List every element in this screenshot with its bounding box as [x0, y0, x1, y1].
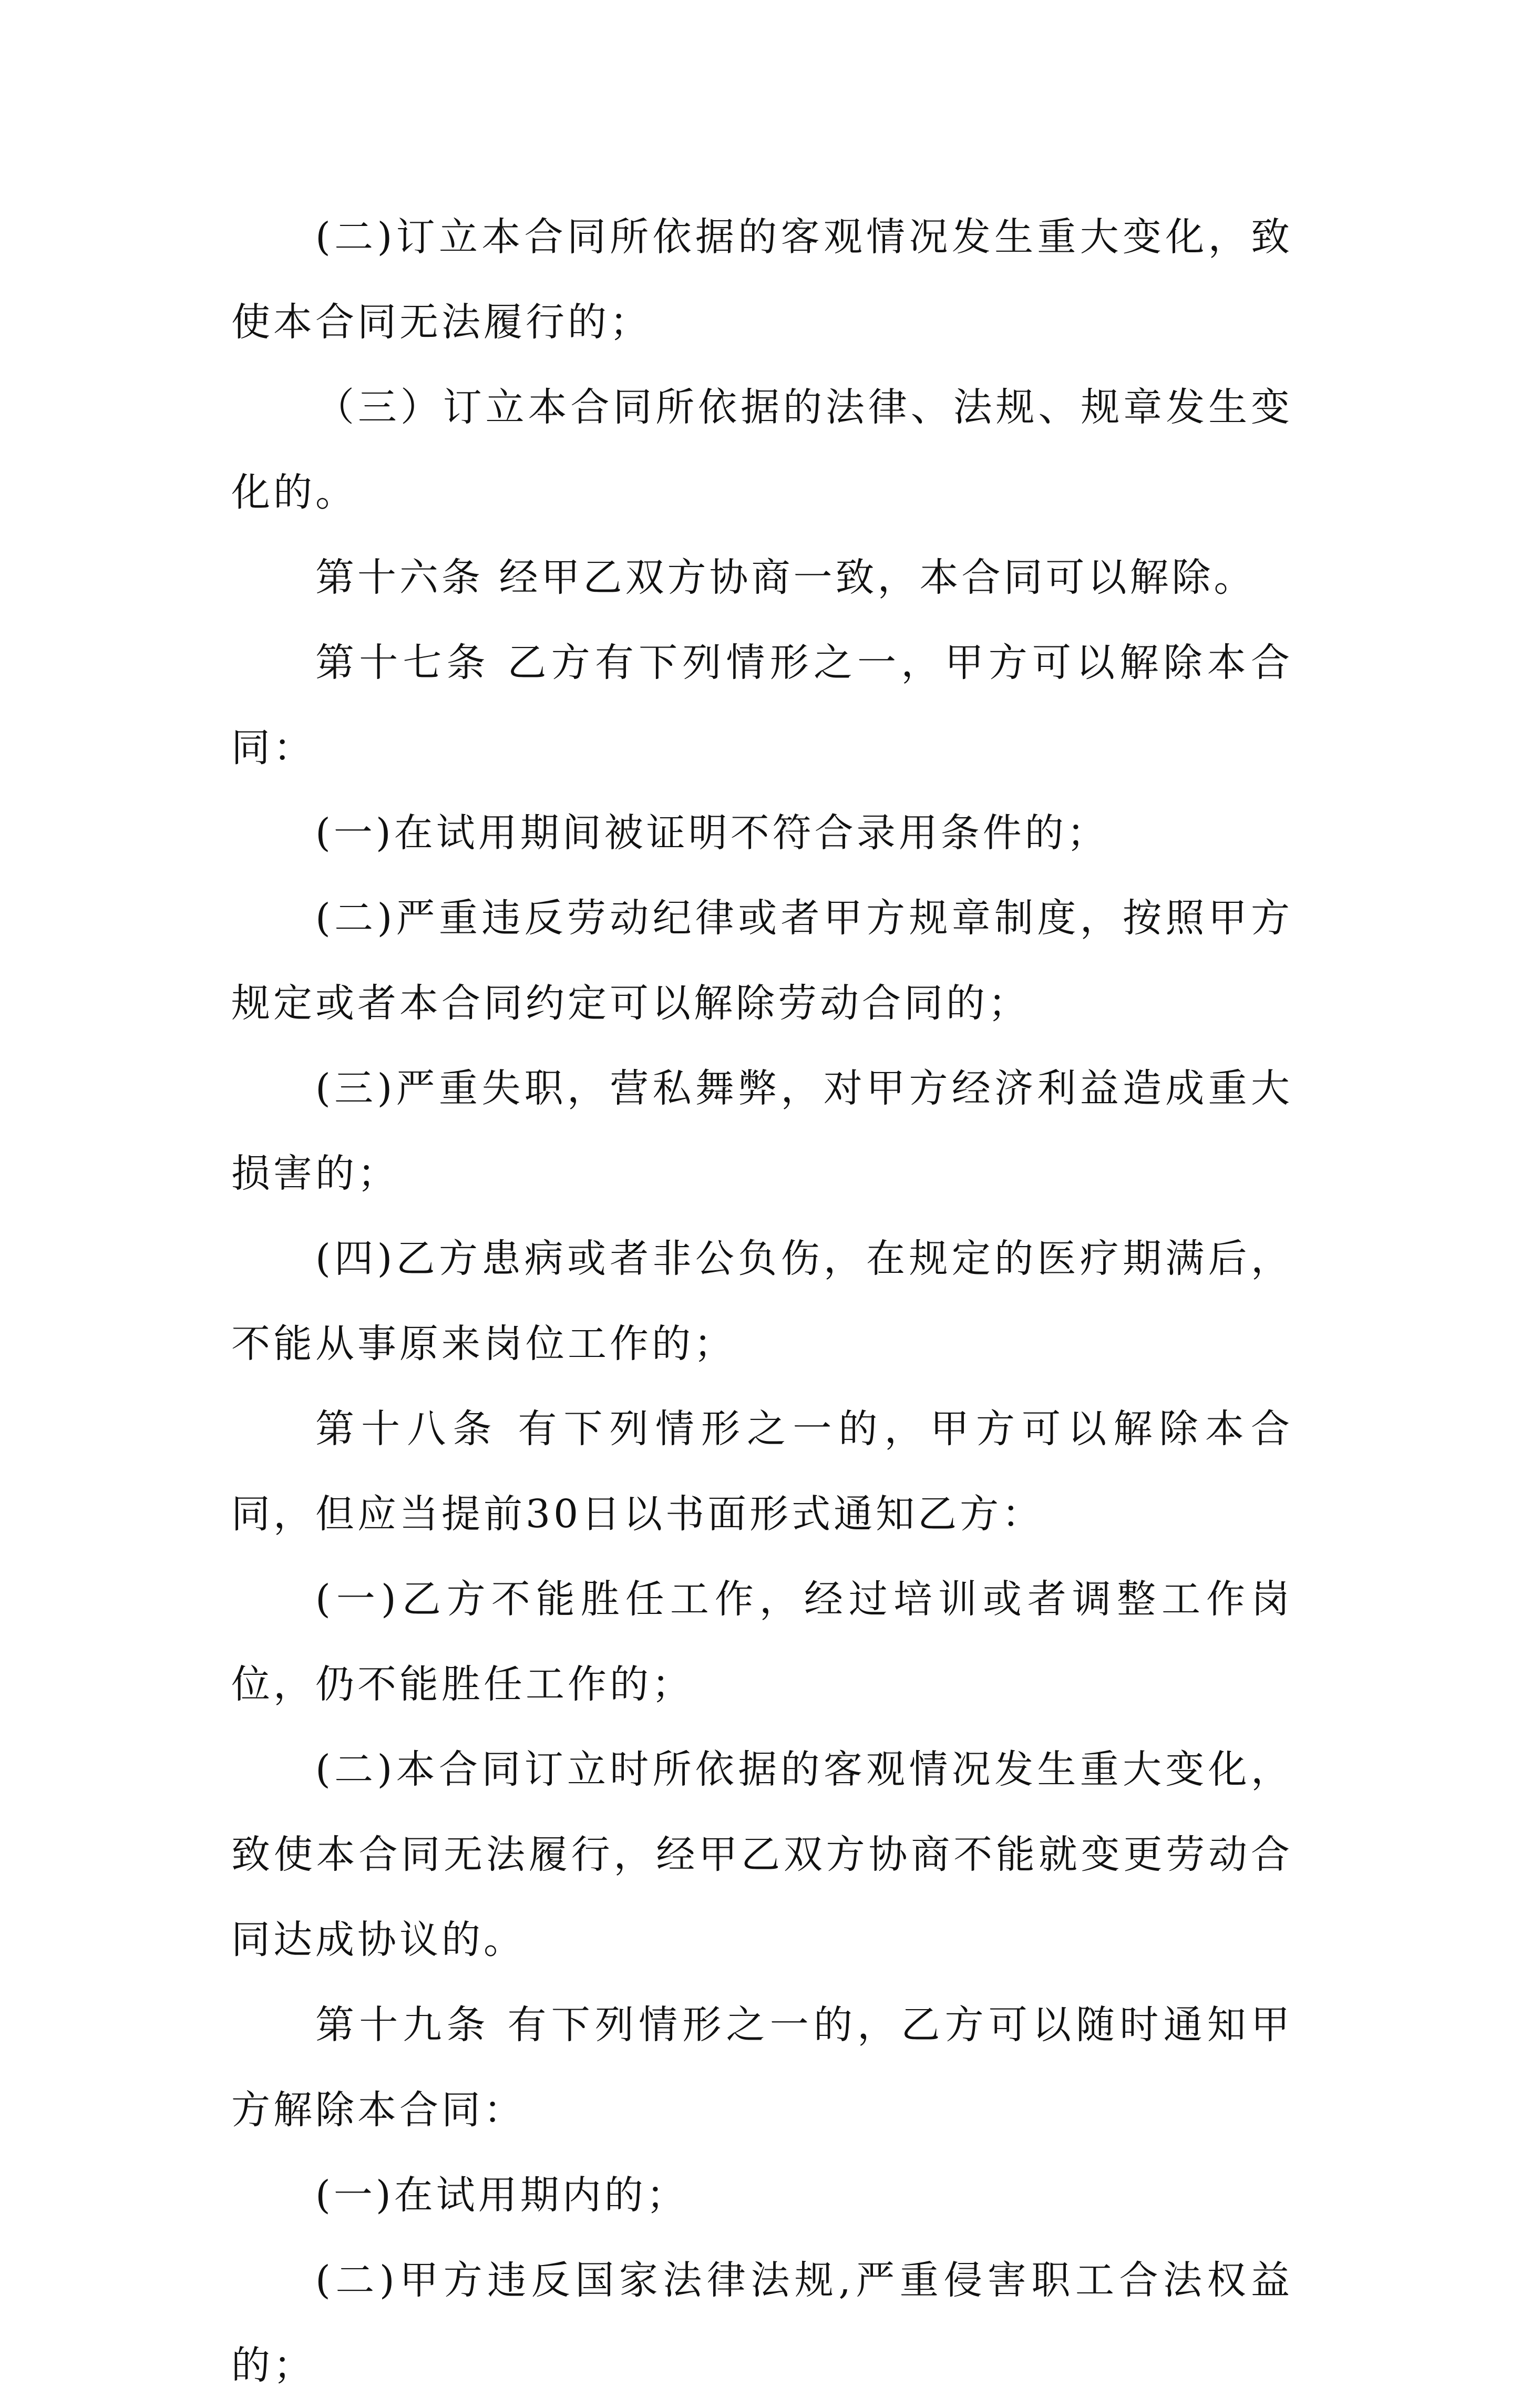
paragraph: (四)乙方患病或者非公负伤，在规定的医疗期满后，不能从事原来岗位工作的；: [231, 1236, 1293, 1366]
paragraph: （三）订立本合同所依据的法律、法规、规章发生变化的。: [231, 385, 1293, 515]
paragraph: (三)严重失职，营私舞弊，对甲方经济利益造成重大损害的；: [231, 1066, 1293, 1196]
paragraph: (二)本合同订立时所依据的客观情况发生重大变化，致使本合同无法履行，经甲乙双方协商不能就变更劳动合同达成协议的。: [231, 1747, 1293, 1962]
paragraph: 第十七条 乙方有下列情形之一，甲方可以解除本合同：: [231, 640, 1293, 770]
paragraph: (二)严重违反劳动纪律或者甲方规章制度，按照甲方规定或者本合同约定可以解除劳动合同的；: [231, 896, 1293, 1026]
document-body: [231, 194, 1293, 2408]
paragraph: (一)乙方不能胜任工作，经过培训或者调整工作岗位，仍不能胜任工作的；: [231, 1577, 1293, 1707]
paragraph: (二)甲方违反国家法律法规,严重侵害职工合法权益的；: [231, 2258, 1293, 2388]
paragraph: 第十九条 有下列情形之一的，乙方可以随时通知甲方解除本合同：: [231, 2002, 1293, 2133]
paragraph: 第十六条 经甲乙双方协商一致，本合同可以解除。: [315, 555, 1256, 600]
paragraph: (二)订立本合同所依据的客观情况发生重大变化，致使本合同无法履行的；: [231, 214, 1293, 345]
paragraph: 第十八条 有下列情形之一的，甲方可以解除本合同，但应当提前30日以书面形式通知乙方：: [231, 1406, 1293, 1537]
paragraph: (一)在试用期内的；: [315, 2173, 688, 2218]
paragraph: (一)在试用期间被证明不符合录用条件的；: [315, 810, 1109, 856]
